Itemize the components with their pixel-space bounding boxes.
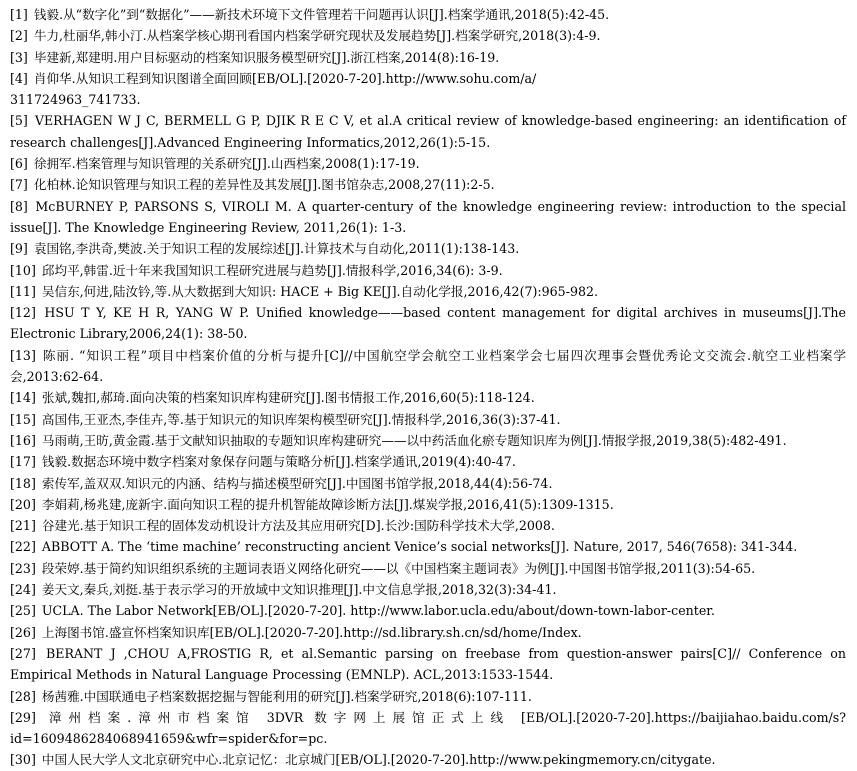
reference-item: [24] 姜天文,秦兵,刘挺.基于表示学习的开放域中文知识推理[J].中文信息学报,2018,32(3):34-41. — [10, 582, 557, 598]
reference-item: [29] 漳州档案.漳州市档案馆 3DVR 数字网上展馆正式上线 [EB/OL].[2020-7-20].https://baijiahao.baidu.com/s?id=1609486284068941659&wfr=spider&for=pc. — [10, 709, 846, 747]
reference-list — [10, 4, 846, 771]
reference-item: [4] 肖仰华.从知识工程到知识图谱全面回顾[EB/OL].[2020-7-20].http://www.sohu.com/a/ 311724963_741733. — [10, 70, 537, 108]
reference-item: [9] 袁国铭,李洪奇,樊波.关于知识工程的发展综述[J].计算技术与自动化,2011(1):138-143. — [10, 241, 520, 257]
reference-item: [22] ABBOTT A. The ‘time machine’ reconstructing ancient Venice’s social networks[J]. Nature, 2017, 546(7658): 341-344. — [10, 539, 798, 555]
reference-item: [18] 索传军,盖双双.知识元的内涵、结构与描述模型研究[J].中国图书馆学报,2018,44(4):56-74. — [10, 475, 553, 491]
reference-item: [15] 高国伟,王亚杰,李佳卉,等.基于知识元的知识库架构模型研究[J].情报科学,2016,36(3):37-41. — [10, 411, 561, 427]
reference-item: [20] 李娟莉,杨兆建,庞新宇.面向知识工程的提升机智能故障诊断方法[J].煤炭学报,2016,41(5):1309-1315. — [10, 496, 614, 512]
reference-item: [2] 牛力,杜丽华,韩小汀.从档案学核心期刊看国内档案学研究现状及发展趋势[J].档案学研究,2018(3):4-9. — [10, 28, 601, 44]
reference-item: [7] 化柏林.论知识管理与知识工程的差异性及其发展[J].图书馆杂志,2008,27(11):2-5. — [10, 177, 495, 193]
reference-item: [6] 徐拥军.档案管理与知识管理的关系研究[J].山西档案,2008(1):17-19. — [10, 156, 420, 172]
reference-item: [25] UCLA. The Labor Network[EB/OL].[2020-7-20]. http://www.labor.ucla.edu/about/down-town-labor-center. — [10, 603, 715, 619]
reference-item: [26] 上海图书馆.盛宣怀档案知识库[EB/OL].[2020-7-20].http://sd.library.sh.cn/sd/home/Index. — [10, 624, 582, 640]
reference-item: [14] 张斌,魏扣,郝琦.面向决策的档案知识库构建研究[J].图书情报工作,2016,60(5):118-124. — [10, 390, 535, 406]
reference-item: [12] HSU T Y, KE H R, YANG W P. Unified knowledge——based content management for digital archives in museums[J].The Electronic Library,2006,24(1): 38-50. — [10, 305, 846, 342]
reference-item: [1] 钱毅.从“数字化”到“数据化”——新技术环境下文件管理若干问题再认识[J].档案学通讯,2018(5):42-45. — [10, 7, 610, 22]
reference-item: [17] 钱毅.数据态环境中数字档案对象保存问题与策略分析[J].档案学通讯,2019(4):40-47. — [10, 454, 516, 470]
reference-item: [16] 马雨萌,王昉,黄金霞.基于文献知识抽取的专题知识库构建研究——以中药活血化瘀专题知识库为例[J].情报学报,2019,38(5):482-491. — [10, 432, 787, 448]
reference-item: [13] 陈丽. “知识工程”项目中档案价值的分析与提升[C]//中国航空学会航空工业档案学会七届四次理事会暨优秀论文交流会.航空工业档案学会,2013:62-64. — [10, 347, 846, 385]
reference-item: [28] 杨茜雅.中国联通电子档案数据挖掘与智能利用的研究[J].档案学研究,2018(6):107-111. — [10, 688, 532, 704]
reference-item: [10] 邱均平,韩雷.近十年来我国知识工程研究进展与趋势[J].情报科学,2016,34(6): 3-9. — [10, 262, 503, 278]
reference-item: [30] 中国人民大学人文北京研究中心.北京记忆：北京城门[EB/OL].[2020-7-20].http://www.pekingmemory.cn/citygate. — [10, 752, 716, 768]
reference-item: [3] 毕建新,郑建明.用户目标驱动的档案知识服务模型研究[J].浙江档案,2014(8):16-19. — [10, 49, 500, 65]
reference-item: [27] BERANT J ,CHOU A,FROSTIG R, et al.Semantic parsing on freebase from question-answer pairs[C]// Conference on Empirical Methods in Natural Language Processing (EMNLP). ACL,2013:1533-1544. — [10, 645, 846, 683]
reference-item: [5] VERHAGEN W J C, BERMELL G P, DJIK R E C V, et al.A critical review of knowledge-based engineering: an identification of research challenges[J].Advanced Engineering Informatics,2012,26(1):5-15. — [10, 113, 846, 150]
reference-item: [21] 谷建光.基于知识工程的固体发动机设计方法及其应用研究[D].长沙:国防科学技术大学,2008. — [10, 518, 555, 534]
reference-item: [8] McBURNEY P, PARSONS S, VIROLI M. A quarter-century of the knowledge engineering review: introduction to the special issue[J]. The Knowledge Engineering Review, 2011,26(1): 1-3. — [10, 198, 846, 235]
reference-item: [11] 吴信东,何进,陆汝钤,等.从大数据到大知识: HACE + Big KE[J].自动化学报,2016,42(7):965-982. — [10, 283, 598, 299]
reference-item: [23] 段荣婷.基于简约知识组织系统的主题词表语义网络化研究——以《中国档案主题词表》为例[J].中国图书馆学报,2011(3):54-65. — [10, 560, 756, 576]
